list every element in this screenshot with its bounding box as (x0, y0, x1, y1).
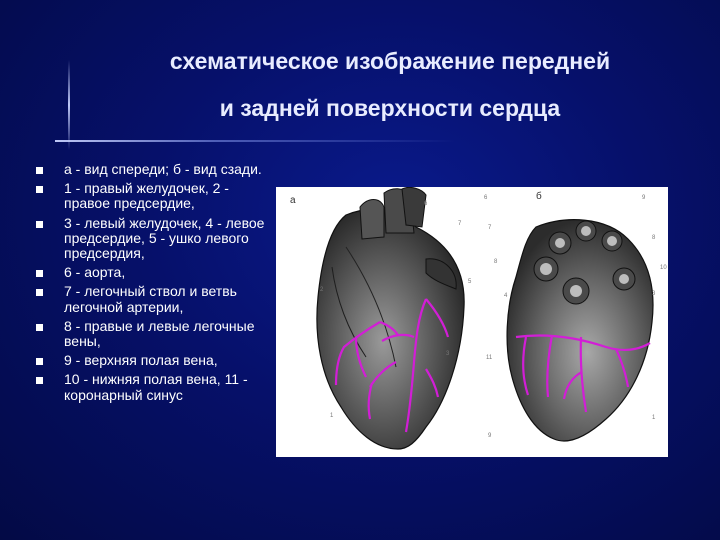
legend-item (36, 162, 266, 177)
legend-list (36, 162, 266, 407)
legend-item (36, 319, 266, 349)
title-line-1: схематическое изображение передней (169, 48, 611, 74)
svg-text:10: 10 (660, 265, 667, 271)
svg-text:7: 7 (458, 221, 462, 227)
bullet-icon (36, 221, 43, 228)
title-line-2: и задней поверхности сердца (219, 95, 561, 121)
legend-item (36, 216, 266, 262)
svg-text:7: 7 (488, 225, 492, 231)
legend-item-text: 10 - нижняя полая вена, 11 - коронарный синус (64, 371, 248, 403)
bullet-icon (36, 167, 43, 174)
legend-item (36, 284, 266, 314)
svg-text:4: 4 (504, 293, 508, 299)
svg-text:3: 3 (652, 291, 656, 297)
bullet-icon (36, 186, 43, 193)
legend-item-text: 6 - аорта, (64, 264, 126, 281)
label-front-view: а (290, 195, 296, 206)
slide-title (80, 38, 700, 132)
heart-illustration-panel (276, 187, 668, 457)
decorative-horizontal-line (55, 140, 455, 142)
svg-text:1: 1 (330, 413, 334, 419)
heart-front-view (290, 187, 472, 449)
legend-item-text: 1 - правый желудочек, 2 - правое предсердие, (64, 180, 229, 212)
svg-text:1: 1 (652, 415, 656, 421)
legend-item-text: 9 - верхняя полая вена, (64, 352, 218, 369)
bullet-icon (36, 358, 43, 365)
bullet-icon (36, 324, 43, 331)
legend-item-text: 7 - легочный ствол и ветвь легочной артерии, (64, 283, 237, 315)
decorative-vertical-line (68, 60, 70, 150)
legend-item (36, 265, 266, 280)
bullet-icon (36, 377, 43, 384)
legend-item-text: 3 - левый желудочек, 4 - левое предсердие, 5 - ушко левого предсердия, (64, 214, 265, 262)
bullet-icon (36, 270, 43, 277)
svg-text:8: 8 (652, 235, 656, 241)
legend-item (36, 372, 266, 402)
svg-text:6: 6 (484, 195, 488, 201)
svg-text:11: 11 (486, 355, 493, 361)
svg-text:9: 9 (488, 433, 492, 439)
legend-item-text: а - вид спереди; б - вид сзади. (64, 161, 262, 177)
heart-illustration (276, 187, 668, 457)
svg-text:3: 3 (446, 351, 450, 357)
legend-item (36, 181, 266, 211)
bullet-icon (36, 289, 43, 296)
legend-item-text: 8 - правые и левые легочные вены, (64, 317, 255, 350)
legend-item (36, 353, 266, 368)
svg-text:2: 2 (320, 287, 324, 293)
label-back-view: б (536, 191, 542, 202)
svg-text:8: 8 (494, 259, 498, 265)
heart-back-view (484, 190, 667, 441)
svg-text:6: 6 (424, 201, 428, 207)
svg-text:5: 5 (468, 279, 472, 285)
svg-text:9: 9 (642, 195, 646, 201)
